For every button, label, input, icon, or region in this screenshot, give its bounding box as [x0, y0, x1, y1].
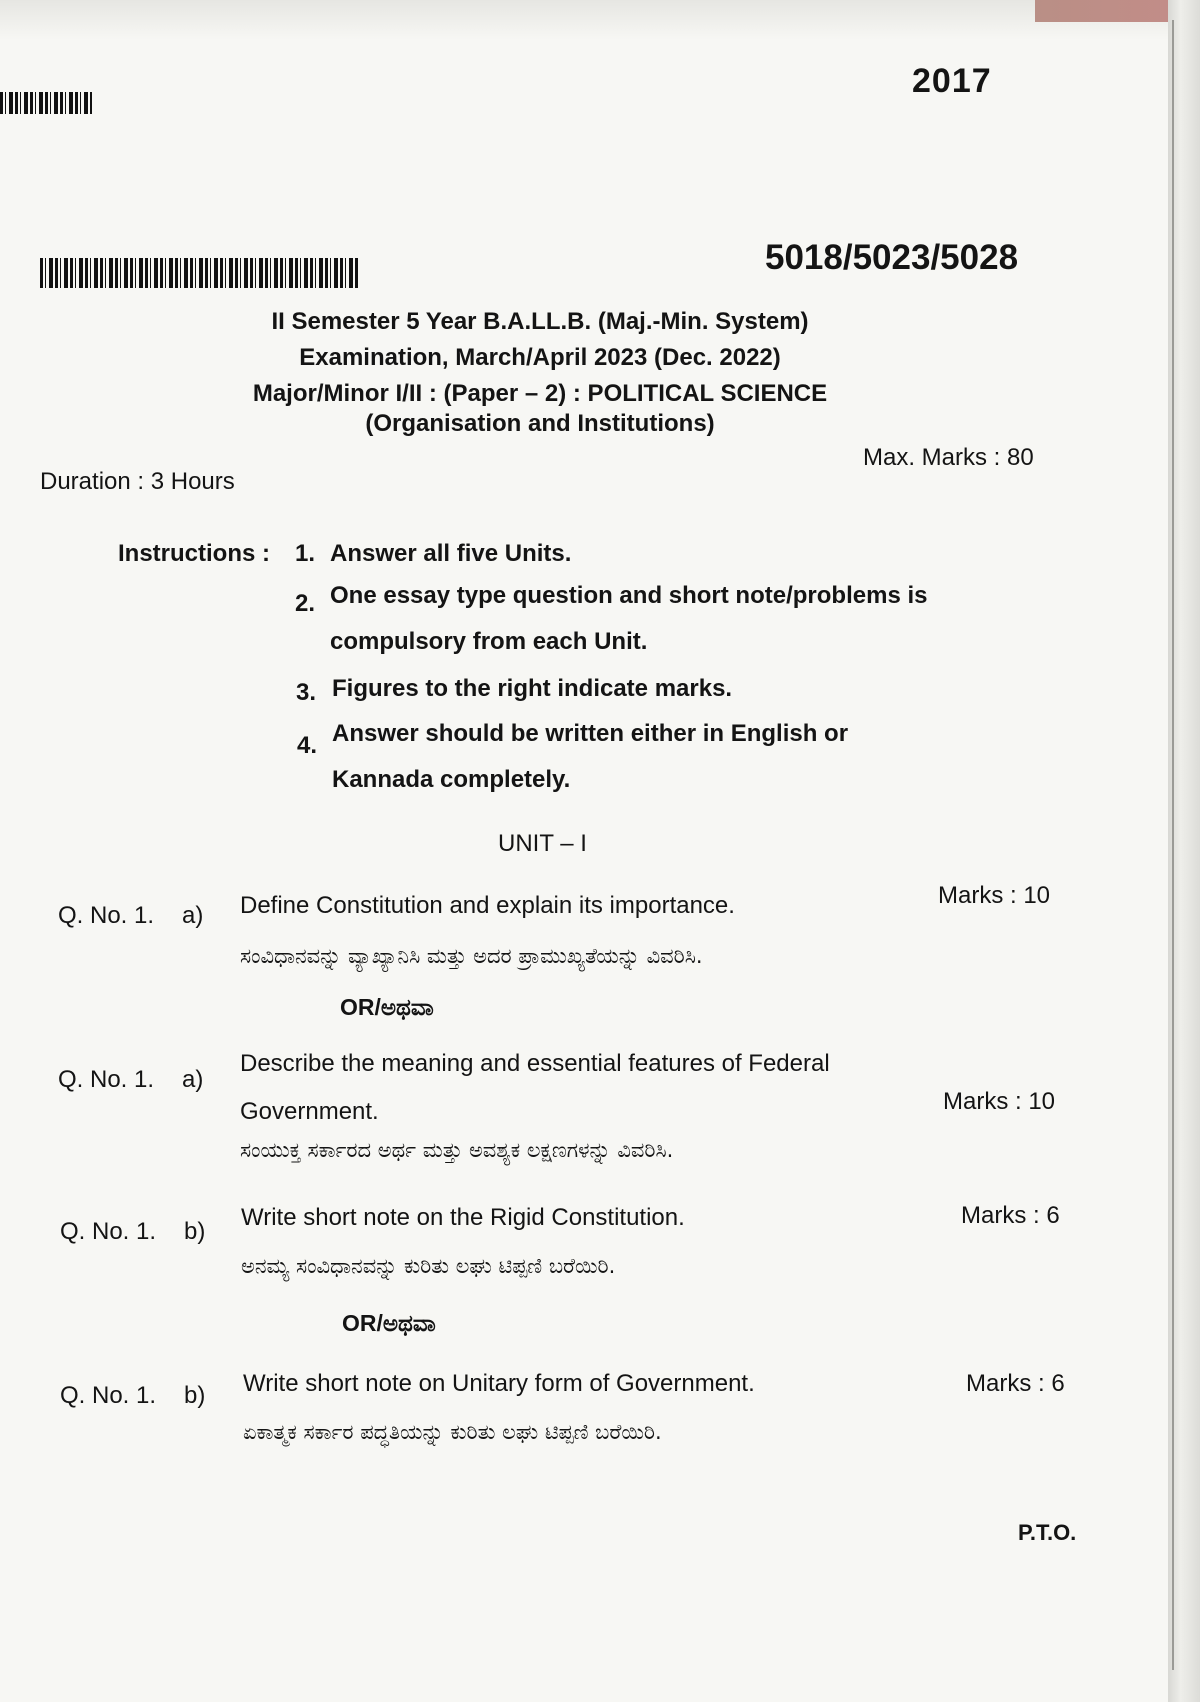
question-part: a) — [182, 1066, 204, 1093]
duration: Duration : 3 Hours — [40, 468, 235, 495]
page-top-shadow — [0, 0, 1185, 40]
question-text-kn: ಅನಮ್ಯ ಸಂವಿಧಾನವನ್ನು ಕುರಿತು ಲಘು ಟಿಪ್ಪಣಿ ಬರೆಯಿರಿ. — [241, 1254, 616, 1278]
question-marks: Marks : 6 — [961, 1202, 1060, 1229]
instruction-text-1: Answer all five Units. — [330, 540, 572, 567]
question-text-kn: ಏಕಾತ್ಮಕ ಸರ್ಕಾರ ಪದ್ಧತಿಯನ್ನು ಕುರಿತು ಲಘು ಟಿಪ್ಪಣಿ ಬರೆಯಿರಿ. — [243, 1420, 662, 1444]
question-text-en: Write short note on Unitary form of Government. — [243, 1370, 755, 1397]
max-marks: Max. Marks : 80 — [863, 444, 1034, 471]
question-number: Q. No. 1. — [58, 902, 155, 929]
question-number: Q. No. 1. — [60, 1218, 157, 1245]
question-text-en: Define Constitution and explain its importance. — [240, 892, 735, 919]
title-line-1: II Semester 5 Year B.A.LL.B. (Maj.-Min. System) — [271, 308, 809, 335]
question-marks: Marks : 10 — [943, 1088, 1056, 1115]
question-number: Q. No. 1. — [58, 1066, 155, 1093]
question-text-kn: ಸಂವಿಧಾನವನ್ನು ವ್ಯಾಖ್ಯಾನಿಸಿ ಮತ್ತು ಅದರ ಪ್ರಾಮುಖ್ಯತೆಯನ್ನು ವಿವರಿಸಿ. — [240, 944, 703, 968]
question-text-en: Write short note on the Rigid Constitution. — [241, 1204, 685, 1231]
title-line-4: (Organisation and Institutions) — [365, 410, 715, 437]
question-text-kn: ಸಂಯುಕ್ತ ಸರ್ಕಾರದ ಅರ್ಥ ಮತ್ತು ಅವಶ್ಯಕ ಲಕ್ಷಣಗಳನ್ನು ವಿವರಿಸಿ. — [240, 1138, 674, 1162]
page-edge-line — [1172, 20, 1174, 1670]
instruction-text-2b: compulsory from each Unit. — [330, 628, 648, 655]
instruction-text-2a: One essay type question and short note/problems is — [330, 582, 928, 609]
instructions-label: Instructions : — [118, 540, 271, 567]
instruction-num-4: 4. — [297, 732, 318, 759]
instruction-num-3: 3. — [296, 679, 317, 706]
year-label: 2017 — [912, 62, 992, 100]
title-line-2: Examination, March/April 2023 (Dec. 2022) — [299, 344, 781, 371]
question-text-en-cont: Government. — [240, 1098, 379, 1125]
title-line-3: Major/Minor I/II : (Paper – 2) : POLITICAL SCIENCE — [252, 380, 828, 407]
instruction-num-1: 1. — [295, 540, 316, 567]
instruction-text-4a: Answer should be written either in English or — [332, 720, 849, 747]
top-barcode-icon — [0, 92, 92, 114]
instruction-text-4b: Kannada completely. — [332, 766, 571, 793]
unit-heading: UNIT – I — [498, 830, 587, 857]
question-part: b) — [184, 1382, 206, 1409]
instruction-text-3: Figures to the right indicate marks. — [332, 675, 733, 702]
question-number: Q. No. 1. — [60, 1382, 157, 1409]
question-part: b) — [184, 1218, 206, 1245]
question-marks: Marks : 10 — [938, 882, 1051, 909]
or-separator: OR/ಅಥವಾ — [340, 994, 434, 1020]
pto-label: P.T.O. — [1018, 1520, 1077, 1545]
question-marks: Marks : 6 — [966, 1370, 1065, 1397]
barcode-icon — [40, 258, 360, 288]
question-part: a) — [182, 902, 204, 929]
paper-code: 5018/5023/5028 — [765, 238, 1019, 277]
question-text-en: Describe the meaning and essential features of Federal — [240, 1050, 830, 1077]
instruction-num-2: 2. — [295, 590, 316, 617]
or-separator: OR/ಅಥವಾ — [342, 1310, 436, 1336]
